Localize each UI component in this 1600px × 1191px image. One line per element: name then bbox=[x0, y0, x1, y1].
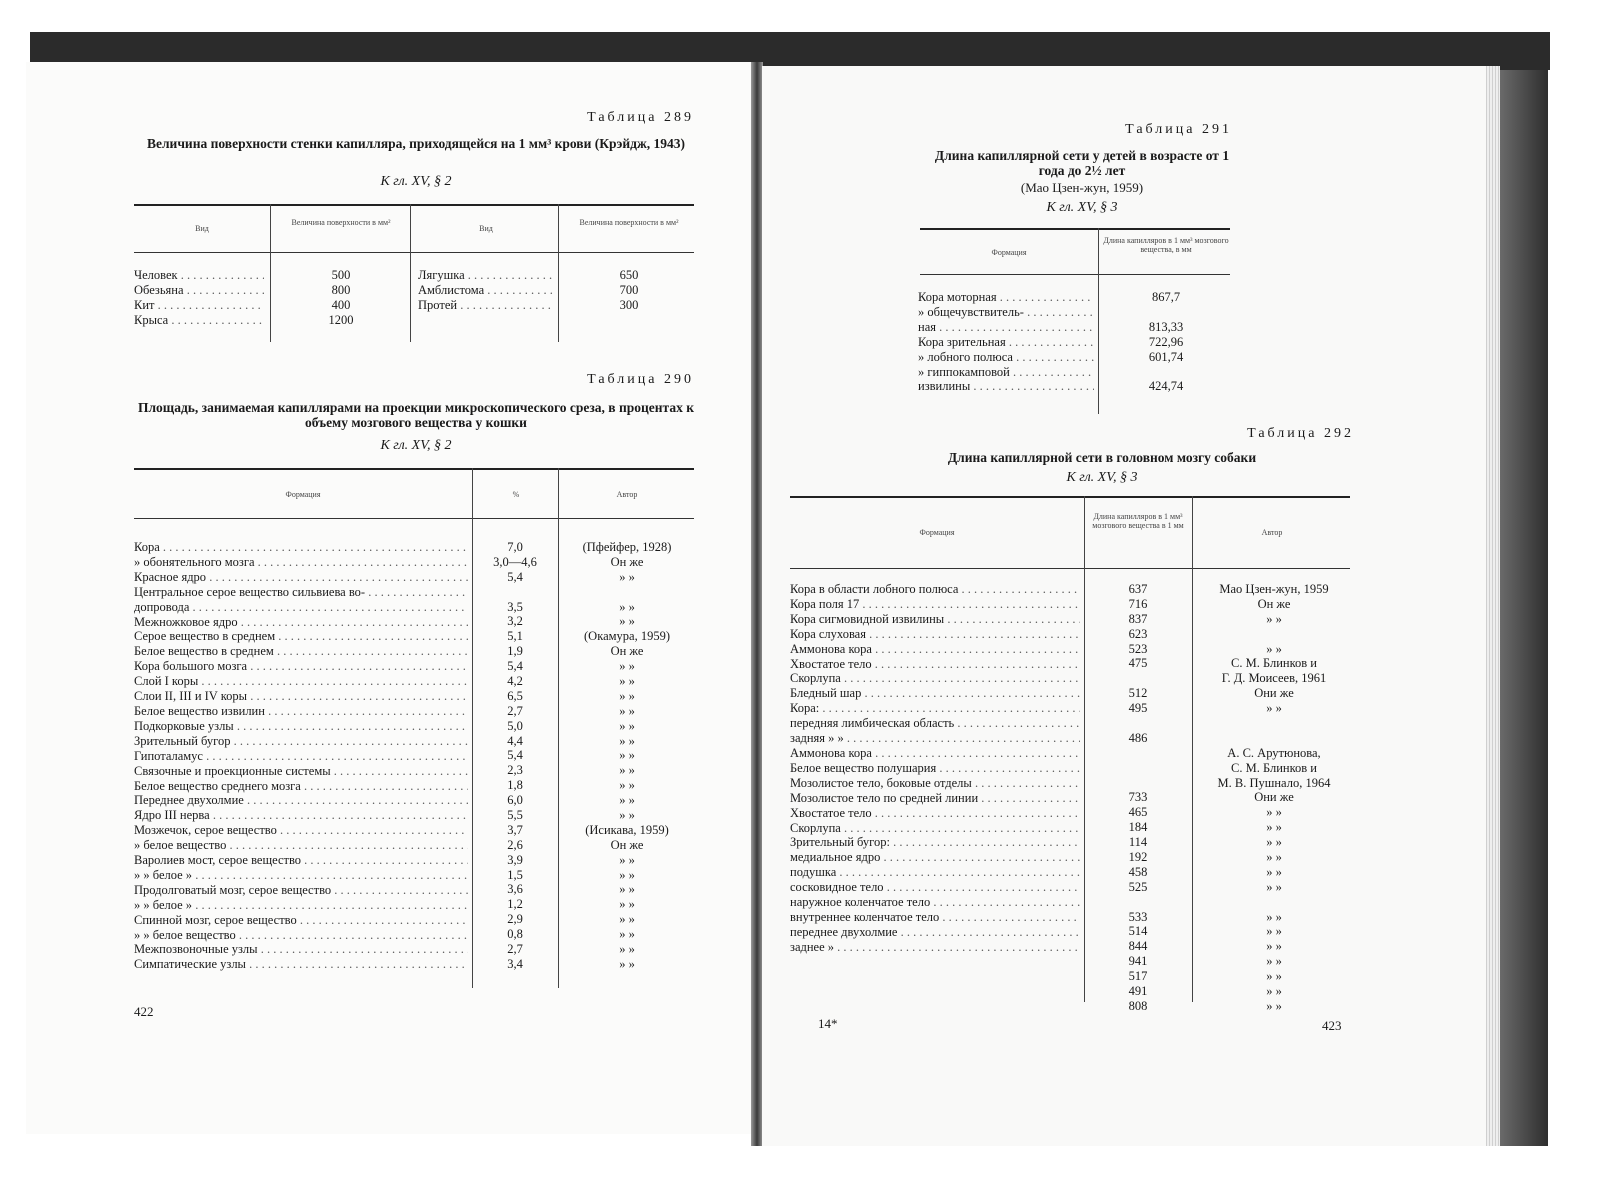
table-row-value: 4,4 bbox=[507, 733, 523, 748]
table290-header-author: Автор bbox=[616, 490, 638, 499]
table-row-author: Он же bbox=[610, 837, 644, 852]
table290-header-formation: Формация bbox=[285, 490, 321, 499]
table-row-value: 5,1 bbox=[507, 629, 523, 644]
table-row-author: » » bbox=[619, 659, 635, 674]
table-row-author: » » bbox=[1266, 924, 1282, 939]
table-row-value: 486 bbox=[1128, 730, 1148, 745]
table289-row: Человек . . . bbox=[134, 268, 264, 283]
table-row-value bbox=[474, 585, 556, 600]
table290-header-rule bbox=[134, 518, 694, 519]
table289-right-values bbox=[564, 268, 694, 313]
table-row-formation: Слой I коры . . . bbox=[134, 674, 468, 689]
table-row-author: » » bbox=[619, 867, 635, 882]
table-row-author: » » bbox=[619, 956, 635, 971]
table-row-formation: Аммонова кора . . . bbox=[790, 746, 1080, 761]
table-row-author: » » bbox=[1266, 864, 1282, 879]
table-row-author: » » bbox=[1266, 701, 1282, 716]
table-row-author: » » bbox=[619, 852, 635, 867]
table-row-value: 458 bbox=[1128, 864, 1148, 879]
table-row-formation: » » белое вещество . . . bbox=[134, 928, 468, 943]
table292-title: Длина капиллярной сети в головном мозгу собаки bbox=[947, 450, 1257, 465]
table-row-value: 512 bbox=[1128, 686, 1148, 701]
table290-top-rule bbox=[134, 468, 694, 470]
table-row-author: Г. Д. Моисеев, 1961 bbox=[1221, 671, 1327, 686]
table-row-formation: наружное коленчатое тело . . . bbox=[790, 895, 1080, 910]
table-row-formation: извилины . . . bbox=[918, 379, 1094, 394]
table291-title: Длина капиллярной сети у детей в возрасте от 1 года до 2½ лет bbox=[934, 148, 1230, 178]
table-row-author: » » bbox=[619, 882, 635, 897]
table-row-formation: Мозжечок, серое вещество . . . bbox=[134, 823, 468, 838]
table-row-author bbox=[1194, 627, 1354, 642]
table289-value: 400 bbox=[331, 297, 351, 312]
table-row-value: 637 bbox=[1128, 582, 1148, 596]
table-row-author: » » bbox=[619, 927, 635, 942]
table-row-formation: Кора . . . bbox=[134, 540, 468, 555]
table-row-value: 2,9 bbox=[507, 912, 523, 927]
table-row-formation: внутреннее коленчатое тело . . . bbox=[790, 910, 1080, 925]
table-row-formation: Зрительный бугор . . . bbox=[134, 734, 468, 749]
table-row-formation: » » белое » . . . bbox=[134, 868, 468, 883]
table-row-formation: Белое вещество среднего мозга . . . bbox=[134, 779, 468, 794]
table-row-formation: сосковидное тело . . . bbox=[790, 880, 1080, 895]
table-row-formation: Хвостатое тело . . . bbox=[790, 657, 1080, 672]
table-row-author: (Пфейфер, 1928) bbox=[582, 540, 672, 554]
table-row-author: (Окамура, 1959) bbox=[584, 629, 670, 644]
table292-header-formation: Формация bbox=[919, 528, 955, 537]
table289-value: 650 bbox=[619, 268, 639, 282]
table-row-value: 192 bbox=[1128, 850, 1148, 865]
table291-header-formation: Формация bbox=[991, 248, 1027, 257]
table-row-value: 465 bbox=[1128, 805, 1148, 820]
table289-col-divider-3 bbox=[558, 204, 559, 342]
table-row-formation: Гипоталамус . . . bbox=[134, 749, 468, 764]
table-row-author: С. М. Блинков и bbox=[1231, 760, 1317, 775]
table289-row: Амблистома . . . bbox=[418, 283, 552, 298]
table-row-value: 491 bbox=[1128, 984, 1148, 999]
table-row-value: 5,4 bbox=[507, 569, 523, 584]
table-row-author: » » bbox=[1266, 998, 1282, 1013]
table-row-value: 844 bbox=[1128, 939, 1148, 954]
signature-mark: 14* bbox=[818, 1016, 838, 1031]
table-row-author: » » bbox=[619, 778, 635, 793]
table-row-formation: Кора слуховая . . . bbox=[790, 627, 1080, 642]
table-row-value bbox=[1086, 895, 1190, 910]
table289-title: Величина поверхности стенки капилляра, приходящейся на 1 мм³ крови (Крэйдж, 1943) bbox=[146, 136, 686, 151]
table-row-formation: переднее двухолмие . . . bbox=[790, 925, 1080, 940]
table-row-author: » » bbox=[619, 688, 635, 703]
scan-right-shadow bbox=[1500, 70, 1548, 1146]
table-row-formation: Кора поля 17 . . . bbox=[790, 597, 1080, 612]
table-row-value bbox=[1086, 776, 1190, 791]
table-row-formation: Спинной мозг, серое вещество . . . bbox=[134, 913, 468, 928]
table-row-author: » » bbox=[1266, 939, 1282, 954]
table-row-value: 533 bbox=[1128, 909, 1148, 924]
table-row-formation: Красное ядро . . . bbox=[134, 570, 468, 585]
table-row-value: 475 bbox=[1128, 656, 1148, 671]
table289-col-divider-1 bbox=[270, 204, 271, 342]
table-row-formation: Зрительный бугор: . . . bbox=[790, 835, 1080, 850]
table-row-author: » » bbox=[619, 614, 635, 629]
table291-header-rule bbox=[920, 274, 1230, 275]
table289-number: Таблица 289 bbox=[587, 110, 694, 125]
table-row-author: » » bbox=[619, 674, 635, 689]
table-row-value bbox=[1086, 746, 1190, 761]
table-row-formation: Переднее двухолмие . . . bbox=[134, 793, 468, 808]
table-row-formation: Хвостатое тело . . . bbox=[790, 806, 1080, 821]
table-row-author bbox=[1194, 895, 1354, 910]
table-row-value: 6,0 bbox=[507, 793, 523, 808]
table-row-author: Они же bbox=[1254, 686, 1294, 701]
table289-left-species-list bbox=[134, 268, 264, 328]
table289-header-value-left: Величина поверхности в мм² bbox=[291, 218, 391, 227]
table-row-value: 1,2 bbox=[507, 897, 523, 912]
table-row-author: (Исикава, 1959) bbox=[585, 822, 669, 837]
table292-reference: К гл. XV, § 3 bbox=[1066, 470, 1138, 485]
table-row-value: 733 bbox=[1128, 790, 1148, 805]
table-row-formation: Межножковое ядро . . . bbox=[134, 615, 468, 630]
table-row-value bbox=[1086, 761, 1190, 776]
table-row-formation: » » белое » . . . bbox=[134, 898, 468, 913]
table-row-formation: » гиппокамповой . . . bbox=[918, 365, 1094, 380]
table-row-formation: Кора большого мозга . . . bbox=[134, 659, 468, 674]
page-edges bbox=[1486, 66, 1500, 1146]
table-row-author: » » bbox=[1266, 850, 1282, 865]
table289-value: 800 bbox=[331, 282, 351, 297]
table-row-formation: Серое вещество в среднем . . . bbox=[134, 629, 468, 644]
table291-formation-list bbox=[918, 290, 1094, 394]
table292-number: Таблица 292 bbox=[1247, 426, 1354, 441]
table-row-author: » » bbox=[1266, 954, 1282, 969]
table-row-value: 514 bbox=[1128, 924, 1148, 939]
table290-header-percent: % bbox=[512, 490, 520, 499]
table-row-formation: передняя лимбическая область . . . bbox=[790, 716, 1080, 731]
table-row-formation: Кора сигмовидной извилины . . . bbox=[790, 612, 1080, 627]
table-row-value: 5,0 bbox=[507, 718, 523, 733]
table-row-formation: Бледный шар . . . bbox=[790, 686, 1080, 701]
table-row-formation: Кора: . . . bbox=[790, 701, 1080, 716]
table-row-value bbox=[1086, 671, 1190, 686]
table-row-formation: Белое вещество извилин . . . bbox=[134, 704, 468, 719]
table-row-value: 5,4 bbox=[507, 659, 523, 674]
table289-row: Крыса . . . bbox=[134, 313, 264, 328]
table290-reference: К гл. XV, § 2 bbox=[380, 438, 452, 453]
table-row-author: » » bbox=[619, 897, 635, 912]
table289-row: Протей . . . bbox=[418, 298, 552, 313]
table-row-value: 3,5 bbox=[507, 599, 523, 614]
table-row-value: 184 bbox=[1128, 820, 1148, 835]
table291-number: Таблица 291 bbox=[1125, 122, 1232, 137]
table289-value: 1200 bbox=[328, 312, 354, 327]
table-row-formation: ная . . . bbox=[918, 320, 1094, 335]
table-row-formation: Мозолистое тело по средней линии . . . bbox=[790, 791, 1080, 806]
table289-left-values bbox=[276, 268, 406, 328]
table-row-value bbox=[1102, 364, 1230, 379]
table-row-formation: Подкорковые узлы . . . bbox=[134, 719, 468, 734]
table-row-author: » » bbox=[619, 748, 635, 763]
table-row-author: » » bbox=[619, 569, 635, 584]
table292-col-divider-2 bbox=[1192, 496, 1193, 1002]
table-row-author: » » bbox=[619, 718, 635, 733]
table289-header-species-left: Вид bbox=[195, 224, 209, 233]
table-row-author: » » bbox=[1266, 641, 1282, 656]
table-row-value: 3,6 bbox=[507, 882, 523, 897]
table-row-value: 722,96 bbox=[1148, 334, 1184, 349]
table-row-value: 3,2 bbox=[507, 614, 523, 629]
table-row-author: » » bbox=[619, 942, 635, 957]
table-row-value: 114 bbox=[1128, 835, 1148, 850]
table289-top-rule bbox=[134, 204, 694, 206]
table290-author-list bbox=[560, 540, 694, 972]
table289-row: Кит . . . bbox=[134, 298, 264, 313]
table-row-formation: медиальное ядро . . . bbox=[790, 850, 1080, 865]
table292-header-rule bbox=[790, 568, 1350, 569]
table291-col-divider bbox=[1098, 228, 1099, 414]
table-row-author: С. М. Блинков и bbox=[1231, 656, 1317, 671]
table-row-author bbox=[1194, 716, 1354, 731]
table-row-author: » » bbox=[1266, 805, 1282, 820]
table-row-author: М. В. Пушнало, 1964 bbox=[1217, 775, 1331, 790]
table292-formation-list bbox=[790, 582, 1080, 955]
table289-value: 500 bbox=[331, 268, 351, 282]
table-row-formation: Центральное серое вещество сильвиева во- . . . bbox=[134, 585, 468, 600]
table-row-author: А. С. Арутюнова, bbox=[1227, 745, 1321, 760]
table292-top-rule bbox=[790, 496, 1350, 498]
table-row-value: 1,9 bbox=[507, 644, 523, 659]
table-row-value: 424,74 bbox=[1148, 379, 1184, 394]
table-row-value: 3,9 bbox=[507, 852, 523, 867]
table-row-value: 5,4 bbox=[507, 748, 523, 763]
table-row-formation: » лобного полюса . . . bbox=[918, 350, 1094, 365]
table290-col-divider-2 bbox=[558, 468, 559, 988]
table-row-value: 3,0—4,6 bbox=[493, 554, 537, 569]
table-row-formation: Кора в области лобного полюса . . . bbox=[790, 582, 1080, 597]
table-row-formation: » белое вещество . . . bbox=[134, 838, 468, 853]
page-number-right: 423 bbox=[1322, 1018, 1342, 1033]
table-row-formation: Скорлупа . . . bbox=[790, 821, 1080, 836]
table-row-formation: Белое вещество в среднем . . . bbox=[134, 644, 468, 659]
table-row-author: Он же bbox=[1257, 596, 1291, 611]
table-row-author: » » bbox=[619, 763, 635, 778]
table-row-value: 601,74 bbox=[1148, 349, 1184, 364]
table289-right-species-list bbox=[418, 268, 552, 313]
table-row-author: » » bbox=[1266, 984, 1282, 999]
table-row-value bbox=[1086, 716, 1190, 731]
table-row-value: 3,4 bbox=[507, 956, 523, 971]
right-page bbox=[762, 66, 1486, 1146]
table-row-formation: допровода . . . bbox=[134, 600, 468, 615]
table290-col-divider-1 bbox=[472, 468, 473, 988]
table292-col-divider-1 bbox=[1084, 496, 1085, 1002]
table-row-author: » » bbox=[1266, 879, 1282, 894]
page-number-left: 422 bbox=[134, 1004, 154, 1019]
table-row-author: » » bbox=[1266, 835, 1282, 850]
table-row-value: 867,7 bbox=[1151, 290, 1181, 304]
table289-header-species-right: Вид bbox=[479, 224, 493, 233]
table-row-value: 813,33 bbox=[1148, 319, 1184, 334]
table291-reference: К гл. XV, § 3 bbox=[1046, 200, 1118, 215]
table-row-value: 5,5 bbox=[507, 808, 523, 823]
table290-title: Площадь, занимаемая капиллярами на проекции микроскопического среза, в процентах к объему мозгового вещества у кошки bbox=[137, 400, 695, 430]
table-row-formation: задняя » » . . . bbox=[790, 731, 1080, 746]
table289-header-value-right: Величина поверхности в мм² bbox=[579, 218, 679, 227]
table-row-author: » » bbox=[1266, 909, 1282, 924]
table291-author: (Мао Цзен-жун, 1959) bbox=[1020, 180, 1144, 195]
table-row-value: 0,8 bbox=[507, 927, 523, 942]
table-row-author bbox=[1194, 731, 1354, 746]
table-row-author: Он же bbox=[610, 644, 644, 659]
table-row-author: » » bbox=[619, 733, 635, 748]
table-row-formation: » общечувствитель- . . . bbox=[918, 305, 1094, 320]
table-row-value: 623 bbox=[1128, 626, 1148, 641]
table290-number: Таблица 290 bbox=[587, 372, 694, 387]
table289-value: 700 bbox=[619, 282, 639, 297]
table-row-value: 2,7 bbox=[507, 703, 523, 718]
table289-reference: К гл. XV, § 2 bbox=[380, 174, 452, 189]
table-row-value: 6,5 bbox=[507, 688, 523, 703]
table289-row: Обезьяна . . . bbox=[134, 283, 264, 298]
table-row-formation: Скорлупа . . . bbox=[790, 671, 1080, 686]
table-row-value: 2,6 bbox=[507, 837, 523, 852]
table-row-author: » » bbox=[1266, 969, 1282, 984]
table-row-value: 517 bbox=[1128, 969, 1148, 984]
table-row-formation: Межпозвоночные узлы . . . bbox=[134, 942, 468, 957]
left-page bbox=[26, 62, 752, 1134]
table-row-value: 837 bbox=[1128, 611, 1148, 626]
table-row-value: 1,5 bbox=[507, 867, 523, 882]
table-row-author: » » bbox=[1266, 820, 1282, 835]
table-row-formation: Кора моторная . . . bbox=[918, 290, 1094, 305]
table-row-author: Мао Цзен-жун, 1959 bbox=[1219, 582, 1329, 596]
table-row-author: » » bbox=[619, 808, 635, 823]
table-row-value: 2,7 bbox=[507, 942, 523, 957]
table-row-formation: Аммонова кора . . . bbox=[790, 642, 1080, 657]
table-row-author: » » bbox=[619, 599, 635, 614]
table-row-value: 1,8 bbox=[507, 778, 523, 793]
table-row-formation: Белое вещество полушария . . . bbox=[790, 761, 1080, 776]
table292-header-length: Длина капилляров в 1 мм³ мозгового вещества в 1 мм bbox=[1092, 512, 1184, 530]
table-row-formation: Кора зрительная . . . bbox=[918, 335, 1094, 350]
table-row-value: 716 bbox=[1128, 596, 1148, 611]
table-row-author: Он же bbox=[610, 554, 644, 569]
table292-author-list bbox=[1194, 582, 1354, 1014]
table291-length-list bbox=[1102, 290, 1230, 394]
table-row-value: 808 bbox=[1128, 998, 1148, 1013]
table-row-author: » » bbox=[619, 912, 635, 927]
table-row-formation: Продолговатый мозг, серое вещество . . . bbox=[134, 883, 468, 898]
table-row-value: 525 bbox=[1128, 879, 1148, 894]
table-row-formation: Слои II, III и IV коры . . . bbox=[134, 689, 468, 704]
table-row-author: » » bbox=[619, 703, 635, 718]
table289-value: 300 bbox=[619, 297, 639, 312]
table-row-formation: Мозолистое тело, боковые отделы . . . bbox=[790, 776, 1080, 791]
table-row-value bbox=[1102, 305, 1230, 320]
table-row-formation: Варолиев мост, серое вещество . . . bbox=[134, 853, 468, 868]
table292-length-list bbox=[1086, 582, 1190, 1014]
table-row-formation: Связочные и проекционные системы . . . bbox=[134, 764, 468, 779]
table-row-author: Они же bbox=[1254, 790, 1294, 805]
table-row-value: 523 bbox=[1128, 641, 1148, 656]
table-row-formation: Симпатические узлы . . . bbox=[134, 957, 468, 972]
table-row-value: 7,0 bbox=[507, 540, 523, 554]
table-row-formation: » обонятельного мозга . . . bbox=[134, 555, 468, 570]
table289-row: Лягушка . . . bbox=[418, 268, 552, 283]
table292-header-author: Автор bbox=[1261, 528, 1283, 537]
table-row-formation: Ядро III нерва . . . bbox=[134, 808, 468, 823]
table291-top-rule bbox=[920, 228, 1230, 230]
table291-header-length: Длина капилляров в 1 мм³ мозгового вещества, в мм bbox=[1103, 236, 1229, 254]
table289-header-rule bbox=[134, 252, 694, 253]
table-row-value: 941 bbox=[1128, 954, 1148, 969]
table-row-value: 4,2 bbox=[507, 674, 523, 689]
table290-formation-list bbox=[134, 540, 468, 972]
table-row-value: 2,3 bbox=[507, 763, 523, 778]
table-row-author: » » bbox=[619, 793, 635, 808]
table289-col-divider-2 bbox=[410, 204, 411, 342]
table290-percent-list bbox=[474, 540, 556, 972]
table-row-author: » » bbox=[1266, 611, 1282, 626]
table-row-value: 495 bbox=[1128, 701, 1148, 716]
table-row-author bbox=[560, 585, 694, 600]
table-row-value: 3,7 bbox=[507, 822, 523, 837]
table-row-formation: подушка . . . bbox=[790, 865, 1080, 880]
table-row-formation: заднее » . . . bbox=[790, 940, 1080, 955]
